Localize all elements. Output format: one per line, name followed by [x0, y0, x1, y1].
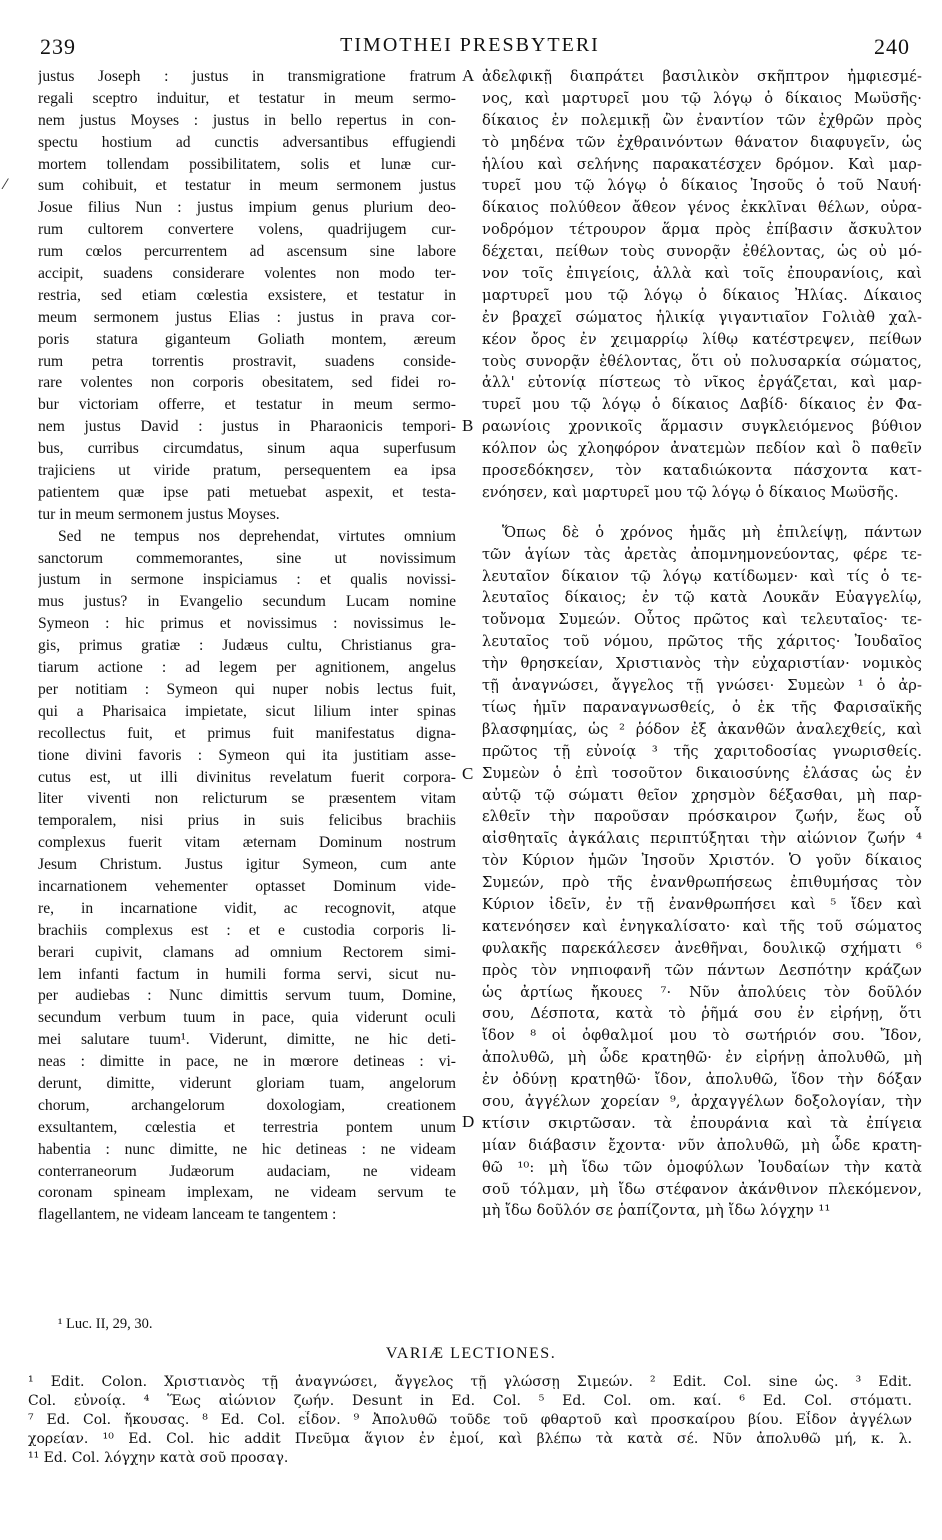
greek-text-line: ἐν βραχεῖ σώματος ἡλικίᾳ γιγαντιαῖον Γολιὰθ χαλ- — [482, 308, 922, 326]
greek-text-line: ὡς ἀρτίως ἤκουες ⁷· Νῦν ἀπολύεις τὸν δοῦλόν — [482, 983, 922, 1001]
latin-text-line: exsultantem, cœlestia et terrestria pontem unum — [38, 1118, 456, 1136]
greek-text-line: τυρεῖ μου τῷ λόγῳ ὁ δίκαιος Δαβίδ· δίκαιος ἐν Φα- — [482, 396, 922, 414]
greek-text-line: τίως ἡμῖν παραναγνωσθείς, ὁ ἐκ τῆς Φαρισαϊκῆς — [482, 698, 922, 716]
latin-text-line: mortem tollendam possibilitatem, solis et lunæ cur- — [38, 155, 456, 173]
greek-text-line: Συμεών, πρὸ τῆς ἐνανθρωπήσεως ἐπιθυμήσας τὸν — [482, 874, 922, 892]
greek-text-line: τυρεῖ μου τῷ λόγῳ ὁ δίκαιος Ἰησοῦς ὁ τοῦ Ναυή· — [482, 177, 922, 195]
latin-text-line: Jesum Christum. Justus igitur Symeon, cum ante — [38, 856, 456, 874]
latin-text-line: tur in meum sermonem justus Moyses. — [38, 505, 280, 523]
latin-text-line: berari cupivit, clamans ad omnium Rectorem simi- — [38, 943, 456, 961]
latin-text-line: neas : dimitte in pace, ne in mœrore detineas : vi- — [38, 1053, 456, 1071]
latin-text-line: justum in sermone inspiciamus : et qualis novissi- — [38, 571, 456, 589]
latin-text-line: coronam spineam implexam, ne videam servum te — [38, 1184, 456, 1202]
greek-text-line: λευταῖον δίκαιον τῷ λόγῳ κατίδωμεν· καὶ τίς ὁ τε- — [482, 567, 922, 585]
greek-text-line: τὴν θρησκείαν, Χριστιανὸς τὴν εὐχαριστίαν· νομικὸς — [482, 655, 922, 673]
variant-reading-line: Col. εὐνοίᾳ. ⁴ Ἕως αἰώνιον ζωήν. Desunt in Ed. Col. ⁵ Ed. Col. om. καί. ⁶ Ed. Col. στόματι. — [28, 1393, 912, 1409]
greek-text-line: βλασφημίας, ὡς ² ῥόδον ἐξ ἀκανθῶν ἀναλεχθείς, καὶ — [482, 720, 922, 738]
margin-marker-c: C — [462, 764, 474, 783]
latin-text-line: sum cohibuit, et testatur in meum sermonem justus — [38, 177, 456, 195]
page-number-left: 239 — [40, 34, 76, 59]
greek-text-line: νοδρόμον τέτρουρον ἅρμα πρὸς ἐπίβασιν ἄσκυλτον — [482, 221, 922, 239]
latin-text-line: conterraneorum Judæorum audaciam, ne videam — [38, 1162, 456, 1180]
latin-text-line: bur victoriam offerre, et testatur in meum sermo- — [38, 396, 456, 414]
greek-text-line: κτίσιν σκιρτῶσαν. τὰ ἐπουράνια καὶ τὰ ἐπίγεια — [482, 1114, 922, 1132]
variant-reading-line: ⁷ Ed. Col. ἤκουσας. ⁸ Ed. Col. εἶδον. ⁹ Ἀπολυθῶ τοῦδε τοῦ φθαρτοῦ καὶ προσκαίρου βίου. Εἶδον ἀγγέλων — [28, 1412, 912, 1428]
greek-text-line: μαρτυρεῖ μου τῷ λόγῳ ὁ δίκαιος Ἠλίας. Δίκαιος — [482, 286, 922, 304]
latin-text-line: nem justus David : justus in Pharaonicis tempori- — [38, 418, 456, 436]
running-title: TIMOTHEI PRESBYTERI — [340, 34, 600, 56]
latin-text-line: restria, sed etiam cœlestia exsistere, et testatur in — [38, 286, 456, 304]
latin-text-line: Sed ne tempus nos deprehendat, virtutes omnium — [58, 527, 456, 545]
latin-text-line: Symeon : hic primus et novissimus : novissimus le- — [38, 615, 456, 633]
latin-text-line: brachiis complexus est : et e custodia corporis li- — [38, 921, 456, 939]
latin-text-line: trajiciens ut viride pratum, persequentem ea ipsa — [38, 462, 456, 480]
latin-text-line: liter viventi non relicturum se præsentem vitam — [38, 790, 456, 808]
latin-text-line: lem infanti factum in humili forma servi, sicut nu- — [38, 965, 456, 983]
latin-text-line: rum petra torrentis prostravit, suadens conside- — [38, 352, 456, 370]
greek-text-line: σοῦ τόλμαν, μὴ ἴδω στέφανον ἀκάνθινον πλεκόμενον, — [482, 1180, 922, 1198]
latin-text-line: incarnationem vehementer optasset Dominum vide- — [38, 877, 456, 895]
greek-text-line: φυλακῆς παρεκάλεσεν ἀνεθῆναι, δουλικῷ σχήματι ⁶ — [482, 939, 922, 957]
greek-text-line: Συμεὼν ὁ ἐπὶ τοσοῦτον δικαιοσύνης ἐλάσας ὡς ἐν — [482, 764, 922, 782]
greek-text-line: θῶ ¹⁰: μὴ ἴδω τῶν ὁμοφύλων Ἰουδαίων τὴν κατὰ — [482, 1158, 922, 1176]
latin-text-line: recollectus fuit, et primus fuit manifestatus digna- — [38, 724, 456, 742]
variant-reading-line: ¹ Edit. Colon. Χριστιανὸς τῇ ἀναγνώσει, ἄγγελος τῇ γλώσσῃ Σιμεών. ² Edit. Col. sine ὡς. ³ Edit. — [28, 1374, 912, 1390]
greek-text-line: ἐν ὀδύνῃ κρατηθῶ· ἴδον, ἀπολυθῶ, ἴδον τὴν δόξαν — [482, 1071, 922, 1089]
latin-column — [38, 66, 456, 1226]
greek-text-line: ενόησεν, καὶ μαρτυρεῖ μου τῷ λόγῳ ὁ δίκαιος Μωϋσῆς. — [482, 483, 899, 501]
latin-text-line: temporalem, nisi prius in suis felicibus brachiis — [38, 812, 456, 830]
latin-text-line: bus, curribus circumdatus, sinum aqua superfusum — [38, 440, 456, 458]
latin-text-line: chorum, archangelorum doxologiam, creationem — [38, 1096, 456, 1114]
greek-text-line: νος, καὶ μαρτυρεῖ μου τῷ λόγῳ ὁ δίκαιος Μωϋσῆς· — [482, 89, 922, 107]
latin-text-line: patientem quæ ipse pati metuebat aspexit, et testa- — [38, 483, 456, 501]
greek-text-line: ἀδελφικῇ διαπράτει βασιλικὸν σκῆπτρον ἠμφιεσμέ- — [482, 68, 922, 85]
greek-text-line: σου, Δέσποτα, κατὰ τὸ ῥῆμά σου ἐν εἰρήνῃ, ὅτι — [482, 1005, 922, 1023]
latin-text-line: flagellantem, ne videam lanceam te tangentem : — [38, 1206, 337, 1224]
latin-text-line: Josue filius Nun : justus impium genus plurium deo- — [38, 199, 456, 217]
latin-text-line: tiarum actione : ad legem per agnitionem, angelus — [38, 659, 456, 677]
greek-text-line: αὐτῷ τῷ σώματι θεῖον χρησμὸν δέξασθαι, μὴ παρ- — [482, 786, 922, 804]
variae-lectiones-title: VARIÆ LECTIONES. — [385, 1345, 557, 1362]
latin-text-line: sanctorum commemorantes, sine ut novissimum — [38, 549, 456, 567]
latin-text-line: per audiebas : Nunc dimittis servum tuum, Domine, — [38, 987, 456, 1005]
latin-text-line: secundum verbum tuum in pace, quia viderunt oculi — [38, 1009, 456, 1027]
latin-text-line: complexus fuerit vitam æternam Dominum nostrum — [38, 834, 456, 852]
greek-text-line: προσεδόκησεν, τὸν καταδιώκοντα πάσχοντα κατ- — [482, 462, 922, 480]
greek-text-line: αἰσθηταῖς ἀγκάλαις περιπτύξηται τὴν αἰώνιον ζωήν ⁴ — [482, 830, 922, 848]
greek-text-line: πρὸς τὸν νηπιοφανῆ τῶν πάντων Δεσπότην κράζων — [482, 961, 922, 979]
latin-text-line: cutus est, ut illi divinitus revelatum fuerit corpora- — [38, 768, 456, 786]
greek-text-line: κόλπον ὡς χλοηφόρον ἀνατεμὼν πεδίον καὶ ὃ παθεῖν — [482, 440, 922, 458]
greek-text-line: ἀλλ' εὐτονίᾳ πίστεως τὸ νῖκος ἐργάζεται, καὶ μαρ- — [482, 374, 922, 392]
variant-reading-line: ¹¹ Ed. Col. λόγχην κατὰ σοῦ προσαγ. — [28, 1450, 289, 1466]
greek-text-line: δίκαιος πολύθεον ἄθεον γένος ἐκκλῖναι θέλων, οὐρα- — [482, 199, 922, 217]
latin-text-line: mus justus? in Evangelio secundum Lucam nomine — [38, 593, 456, 611]
greek-text-line: πρῶτος τῇ εὐνοίᾳ ³ τῆς χαριτοδοσίας γνωρισθείς. — [482, 742, 922, 760]
greek-text-line: τῇ ἀναγνώσει, ἄγγελος τῇ γνώσει· Συμεὼν ¹ ὁ ἀρ- — [482, 677, 922, 695]
footnote: ¹ Luc. II, 29, 30. — [58, 1316, 153, 1332]
latin-text-line: rare volentes non corporis obesitatem, sed fidei ro- — [38, 374, 456, 392]
greek-text-line: λευταῖος τοῦ νόμου, πρῶτος τῆς χάριτος· Ἰουδαῖος — [482, 633, 922, 651]
latin-text-line: tione divini favoris : Symeon qui ita justitiam asse- — [38, 746, 456, 764]
latin-text-line: poris statura giganteum Goliath montem, æreum — [38, 330, 456, 348]
latin-text-line: rum cultorem convertere volens, quadrijugem cur- — [38, 221, 456, 239]
greek-text-line: τὸν Κύριον ἡμῶν Ἰησοῦν Χριστόν. Ὁ γοῦν δίκαιος — [482, 852, 922, 870]
greek-text-line: ἡλίου καὶ σελήνης παρακατέσχεν δρόμον. Καὶ μαρ- — [482, 155, 922, 173]
greek-text-line: μίαν διάβασιν ἔχοντα· νῦν ἀπολυθῶ, μὴ ὧδε κρατη- — [482, 1136, 922, 1154]
greek-text-line: τῶν ἁγίων τὰς ἀρετὰς ἀπομνημονεύοντας, φέρε τε- — [482, 545, 922, 563]
latin-text-line: per notitiam : Symeon qui nuper nobis lectus fuit, — [38, 680, 456, 698]
greek-text-line: ἀπολυθῶ, μὴ ὧδε κρατηθῶ· ἐν εἰρήνῃ ἀπολυθῶ, μὴ — [482, 1049, 922, 1067]
greek-text-line: κατενόησεν καὶ ἐνηγκαλίσατο· καὶ τῆς τοῦ σώματος — [482, 917, 922, 935]
greek-text-line: ἴδον ⁸ οἱ ὀφθαλμοί μου τὸ σωτήριόν σου. Ἴδον, — [482, 1027, 922, 1045]
margin-marker-b: B — [462, 416, 474, 435]
greek-column — [482, 66, 922, 1222]
greek-text-line: τὸ μηδένα τῶν ἐχθραινόντων θάνατον διαφυγεῖν, ὡς — [482, 133, 922, 151]
variant-reading-line: χορείαν. ¹⁰ Ed. Col. hic addit Πνεῦμα ἅγιον ἐν ἐμοί, καὶ βλέπω τὰ κατὰ σέ. Νῦν ἀπολυθῶ μή, κ. λ. — [28, 1431, 912, 1447]
greek-text-line: ραωνίοις χρονικοῖς ἅρμασιν συγκλειόμενος βύθιον — [482, 418, 922, 436]
greek-text-line: κέον ὄρος ἐν χειμαρρίῳ λίθῳ κατέστρεψεν, πείθων — [482, 330, 922, 348]
latin-text-line: accipit, suadens considerare volentes non modo ter- — [38, 265, 456, 283]
latin-text-line: justus Joseph : justus in transmigratione fratrum — [38, 68, 456, 85]
greek-text-line: Ὅπως δὲ ὁ χρόνος ἡμᾶς μὴ ἐπιλείψῃ, πάντων — [502, 523, 922, 541]
margin-tick: ⁄ — [4, 177, 7, 193]
greek-text-line: νον τοῖς ἐπιγείοις, ἀλλὰ καὶ τοῖς ἐπουρανίοις, καὶ — [482, 265, 922, 283]
latin-text-line: habentia : nunc dimitte, ne hic detineas : ne videam — [38, 1140, 456, 1158]
greek-text-line: δίκαιος ἐν πολεμικῇ ὢν ἐναντίον τῶν ἐχθρῶν πρὸς — [482, 111, 922, 129]
greek-text-line: μὴ ἴδω δοῦλόν σε ῥαπίζοντα, μὴ ἴδω λόγχην ¹¹ — [482, 1202, 831, 1220]
latin-text-line: nem justus Moyses : justus in bello repertus in con- — [38, 111, 456, 129]
latin-text-line: meum sermonem justus Elias : justus in prava cor- — [38, 308, 456, 326]
greek-text-line: ελθεῖν τὴν παροῦσαν πρόσκαιρον ζωήν, ἕως οὗ — [482, 808, 922, 826]
page-header — [30, 34, 910, 64]
page-number-right: 240 — [874, 34, 910, 59]
margin-marker-d: D — [462, 1112, 475, 1131]
greek-text-line: τοὺς συνορᾷν ἐθέλοντας, ὅτι οὐ πολυσαρκία σώματος, — [482, 352, 922, 370]
greek-text-line: τοὔνομα Συμεών. Οὗτος πρῶτος καὶ τελευταῖος· τε- — [482, 611, 922, 629]
variae-lectiones — [28, 1373, 912, 1468]
latin-text-line: mei salutare tuum¹. Viderunt, dimitte, ne hic deti- — [38, 1031, 456, 1049]
latin-text-line: gis, primus gratiæ : Judæus cultu, Christianus gra- — [38, 637, 456, 655]
greek-text-line: δέχεται, πείθων τοὺς συνορᾷν ἐθέλοντας, ὡς οὐ μό- — [482, 243, 922, 261]
margin-marker-a: A — [462, 66, 475, 85]
latin-text-line: qui a Pharisaica impietate, sicut lilium inter spinas — [38, 702, 456, 720]
greek-text-line: λευταῖος δίκαιος; ἐν τῷ κατὰ Λουκᾶν Εὐαγγελίῳ, — [482, 589, 922, 607]
latin-text-line: spectu hostium ad cunctis adversantibus effugiendi — [38, 133, 456, 151]
latin-text-line: derunt, dimitte, viderunt gloriam tuam, angelorum — [38, 1074, 456, 1092]
greek-text-line: σου, ἀγγέλων χορείαν ⁹, ἀρχαγγέλων δοξολογίαν, τὴν — [482, 1092, 922, 1110]
latin-text-line: re, in incarnatione vidit, ac recognovit, atque — [38, 899, 456, 917]
latin-text-line: regali sceptro induitur, et testatur in meum sermo- — [38, 89, 456, 107]
latin-text-line: rum cœlos percurrentem ad ascensum sine labore — [38, 243, 456, 261]
greek-text-line: Κύριον ἰδεῖν, ἐν τῇ ἐνανθρωπήσει καὶ ⁵ ἴδεν καὶ — [482, 895, 922, 913]
